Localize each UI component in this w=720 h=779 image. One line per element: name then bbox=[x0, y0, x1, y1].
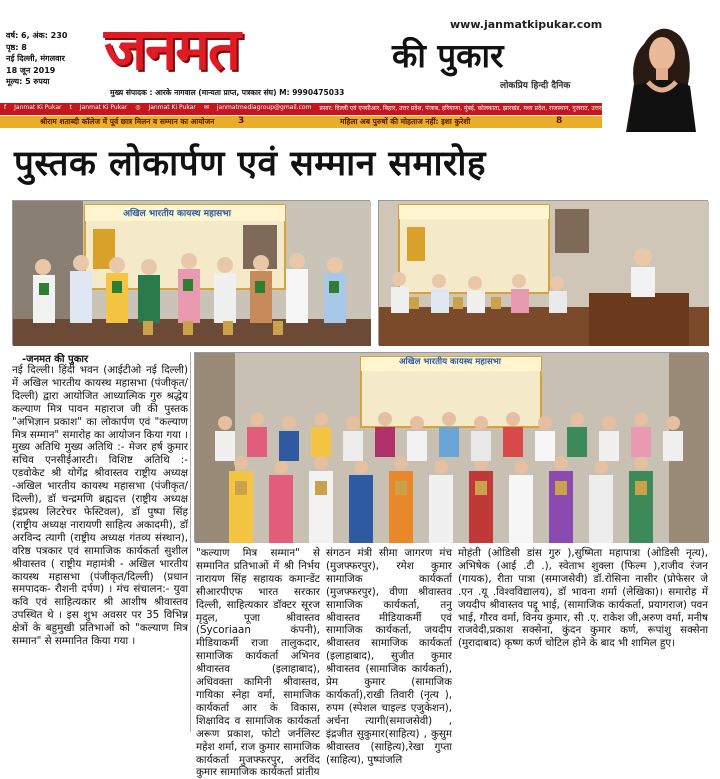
issue-line: पृष्ठ: 8 bbox=[6, 42, 27, 52]
article-column-4: मोहंती (ओडिसी डांस गुरु ),सुष्मिता महापात्रा (ओडिसी नृत्य), अभिषेक (आई .टी .), स्वेताभ शुक्ला (फिल्म ),राजीव रंजन (गायक), रीता पात्रा (समाजसेवी) डॉ.रोसिना नासीर (प्रोफेसर जे .एन .यू .विश्वविद्यालय), डॉ भावना शर्मा (लेखिका)। समारोह में जयदीप श्रीवास्तव पद्दू भाई, (सामाजिक कार्यकर्ता, प्रयागराज) पवन भाई, गौरव वर्मा, विनय कुमार, सी .ए. राकेश जी,अरुण वर्मा, मनीष राजवेदी,प्रकाश सक्सेना, कुंदन कुमार कर्ण, रूपांशु सक्सेना (मुरादाबाद) कृष्ण कर्ण चोटिल होने के बाद भी शामिल हुए। bbox=[458, 547, 708, 650]
teaser-right-page: 8 bbox=[556, 116, 563, 126]
circulation-text: प्रसार: दिल्ली एवं एनसीआर, बिहार, उत्तर प्रदेश, पंजाब, हरियाणा, मुंबई, कोलकाता, झारखंड, मध्य प्रदेश, राजस्थान, गुजरात, उत्तराखंड bbox=[319, 105, 611, 112]
mail-icon[interactable]: ✉ bbox=[203, 104, 209, 111]
issue-line: मूल्य: 5 रुपया bbox=[6, 77, 50, 86]
social-link[interactable]: Janmat Ki Pukar bbox=[148, 104, 196, 111]
teaser-left[interactable]: श्रीराम शताब्दी कॉलेज में पूर्व छात्र मिलन व सम्मान का आयोजन bbox=[40, 117, 215, 126]
social-links bbox=[4, 104, 611, 112]
issue-line: 18 जून 2019 bbox=[6, 65, 56, 75]
article-column-2: "कल्याण मित्र सम्मान" से सम्मानित प्रतिभाओं में श्री निर्भय नारायण सिंह सहायक कमान्डेंट सीआरपीएफ भारत सरकार दिल्ली, साहित्यकार डॉक्टर सूरज मृदुल, पूजा श्रीवास्तव (Sycoriaan कंपनी), मीडियाकर्मी राजा तालुकदार, सामाजिक कार्यकर्ता अभिनव श्रीवास्तव (इलाहाबाद), अधिवक्ता कामिनी श्रीवास्तव, गायिका स्नेहा वर्मा, सामाजिक कार्यकर्ता आर के विकास, शिक्षाविद व सामाजिक कार्यकर्ता अरूण प्रकाश, फोटो जर्नलिस्ट महेश शर्मा, राज कुमार सामाजिक कार्यकर्ता मुजफ्फरपुर, अरविंद कुमार सामाजिक कार्यकर्ता प्रांतीय bbox=[196, 547, 320, 779]
banner-text-1: अखिल भारतीय कायस्थ महासभा bbox=[123, 209, 231, 219]
issue-info bbox=[6, 30, 94, 88]
teaser-left-page: 3 bbox=[238, 116, 245, 126]
issue-line: नई दिल्ली, मंगलवार bbox=[6, 54, 65, 63]
article-byline: -जनमत की पुकार bbox=[22, 354, 89, 365]
newspaper-tagline: लोकप्रिय हिन्दी दैनिक bbox=[500, 81, 571, 91]
article-column-3: संगठन मंत्री सीमा जागरण मंच (मुजफ्फरपुर), रमेश कुमार सामाजिक कार्यकर्ता (मुजफ्फरपुर), वीणा श्रीवास्तव सामाजिक कार्यकर्ता, तनु श्रीवास्तव मीडियाकर्मी एवं सामाजिक कार्यकर्ता, जयदीप श्रीवास्तव सामाजिक कार्यकर्ता (इलाहाबाद), सुजीत कुमार श्रीवास्तव (सामाजिक कार्यकर्ता), प्रेम कुमार (सामाजिक कार्यकर्ता),राखी तिवारी (नृत्य ), रुपम (स्पेशल चाइल्ड एजुकेशन), अर्चना त्यागी(समाजसेवी) , इंद्रजीत सुकुमार(साहित्य) , कुसुम श्रीवास्तव (साहित्य),रेखा गुप्ता (साहित्य), पुष्पांजलि bbox=[326, 547, 452, 766]
article-headline: पुस्तक लोकार्पण एवं सम्मान समारोह bbox=[14, 144, 486, 184]
column-divider bbox=[190, 352, 191, 732]
article-column-1: नई दिल्ली। हिंदी भवन (आईटीओ नई दिल्ली) में अखिल भारतीय कायस्थ महासभा (पंजीकृत/दिल्ली) द्वारा आयोजित आध्यात्मिक गुरु श्रद्धेय कल्याण मित्र पावन महाराज जी की पुस्तक "अभिज्ञान प्रकाश" का लोकार्पण एवं "कल्याण मित्र सम्मान" समारोह का आयोजन किया गया । मुख्य अतिथि मुख्य अतिथि :- मेजर हर्ष कुमार सचिव एनसीईआरटी। विशिष्ट अतिथि :- एडवोकेट श्री योगेंद्र श्रीवास्तव राष्ट्रीय अध्यक्ष -अखिल भारतीय कायस्थ महासभा (पंजीकृत/दिल्ली), डॉ चन्द्रमणि ब्रह्मदत्त (राष्ट्रीय अध्यक्ष इंद्रप्रस्थ लिटरेचर फेस्टिवल), डॉ पुष्पा सिंह (राष्ट्रीय अध्यक्ष नारायणी साहित्य अकादमी), डॉ अरविन्द त्यागी (राष्ट्रीय अध्यक्ष गंतव्य संस्थान), वरिष्ठ पत्रकार एवं सामाजिक कार्यकर्ता सुशील श्रीवास्तव ( राष्ट्रीय महामंत्री - अखिल भारतीय कायस्थ महासभा (पंजीकृत/दिल्ली) (प्रधान समपादक- रौशनी दर्पण) । मंच संचालन:- युवा कवि एवं साहित्यकार श्री आशीष श्रीवास्तव उपस्थित थे । इस शुभ अवसर पर 35 विभिन्न क्षेत्रों के बहुमुखी प्रतिभाओं को "कल्याण मित्र सम्मान" से सम्मानित किया गया । bbox=[12, 364, 188, 648]
instagram-icon[interactable]: ◎ bbox=[135, 104, 141, 111]
model-photo bbox=[604, 14, 716, 132]
event-photo-1 bbox=[12, 200, 370, 345]
teaser-right[interactable]: महिला अब पुरुषों की मोहताज नहीं: इशा कुरेशी bbox=[340, 117, 471, 126]
event-photo-2 bbox=[378, 200, 708, 345]
newspaper-logo: जनमत bbox=[104, 15, 239, 83]
social-link[interactable]: Janmat Ki Pukar bbox=[79, 104, 128, 111]
website-link[interactable]: www.janmatkipukar.com bbox=[450, 18, 603, 31]
facebook-icon[interactable]: f bbox=[4, 104, 7, 111]
email-link[interactable]: janmatmediagroup@gmail.com bbox=[216, 104, 312, 111]
issue-line: वर्ष: 6, अंक: 230 bbox=[6, 31, 68, 40]
twitter-icon[interactable]: t bbox=[69, 104, 72, 111]
social-link[interactable]: Janmat Ki Pukar bbox=[14, 104, 62, 111]
banner-text-2: अखिल भारतीय कायस्थ महासभा bbox=[399, 357, 501, 367]
editor-line: मुख्य संपादक : आरके नागवाल (मान्यता प्राप्त, पत्रकार संघ) M: 9990475033 bbox=[110, 88, 345, 97]
group-photo bbox=[194, 352, 708, 542]
newspaper-logo-sub: की पुकार bbox=[392, 36, 504, 75]
